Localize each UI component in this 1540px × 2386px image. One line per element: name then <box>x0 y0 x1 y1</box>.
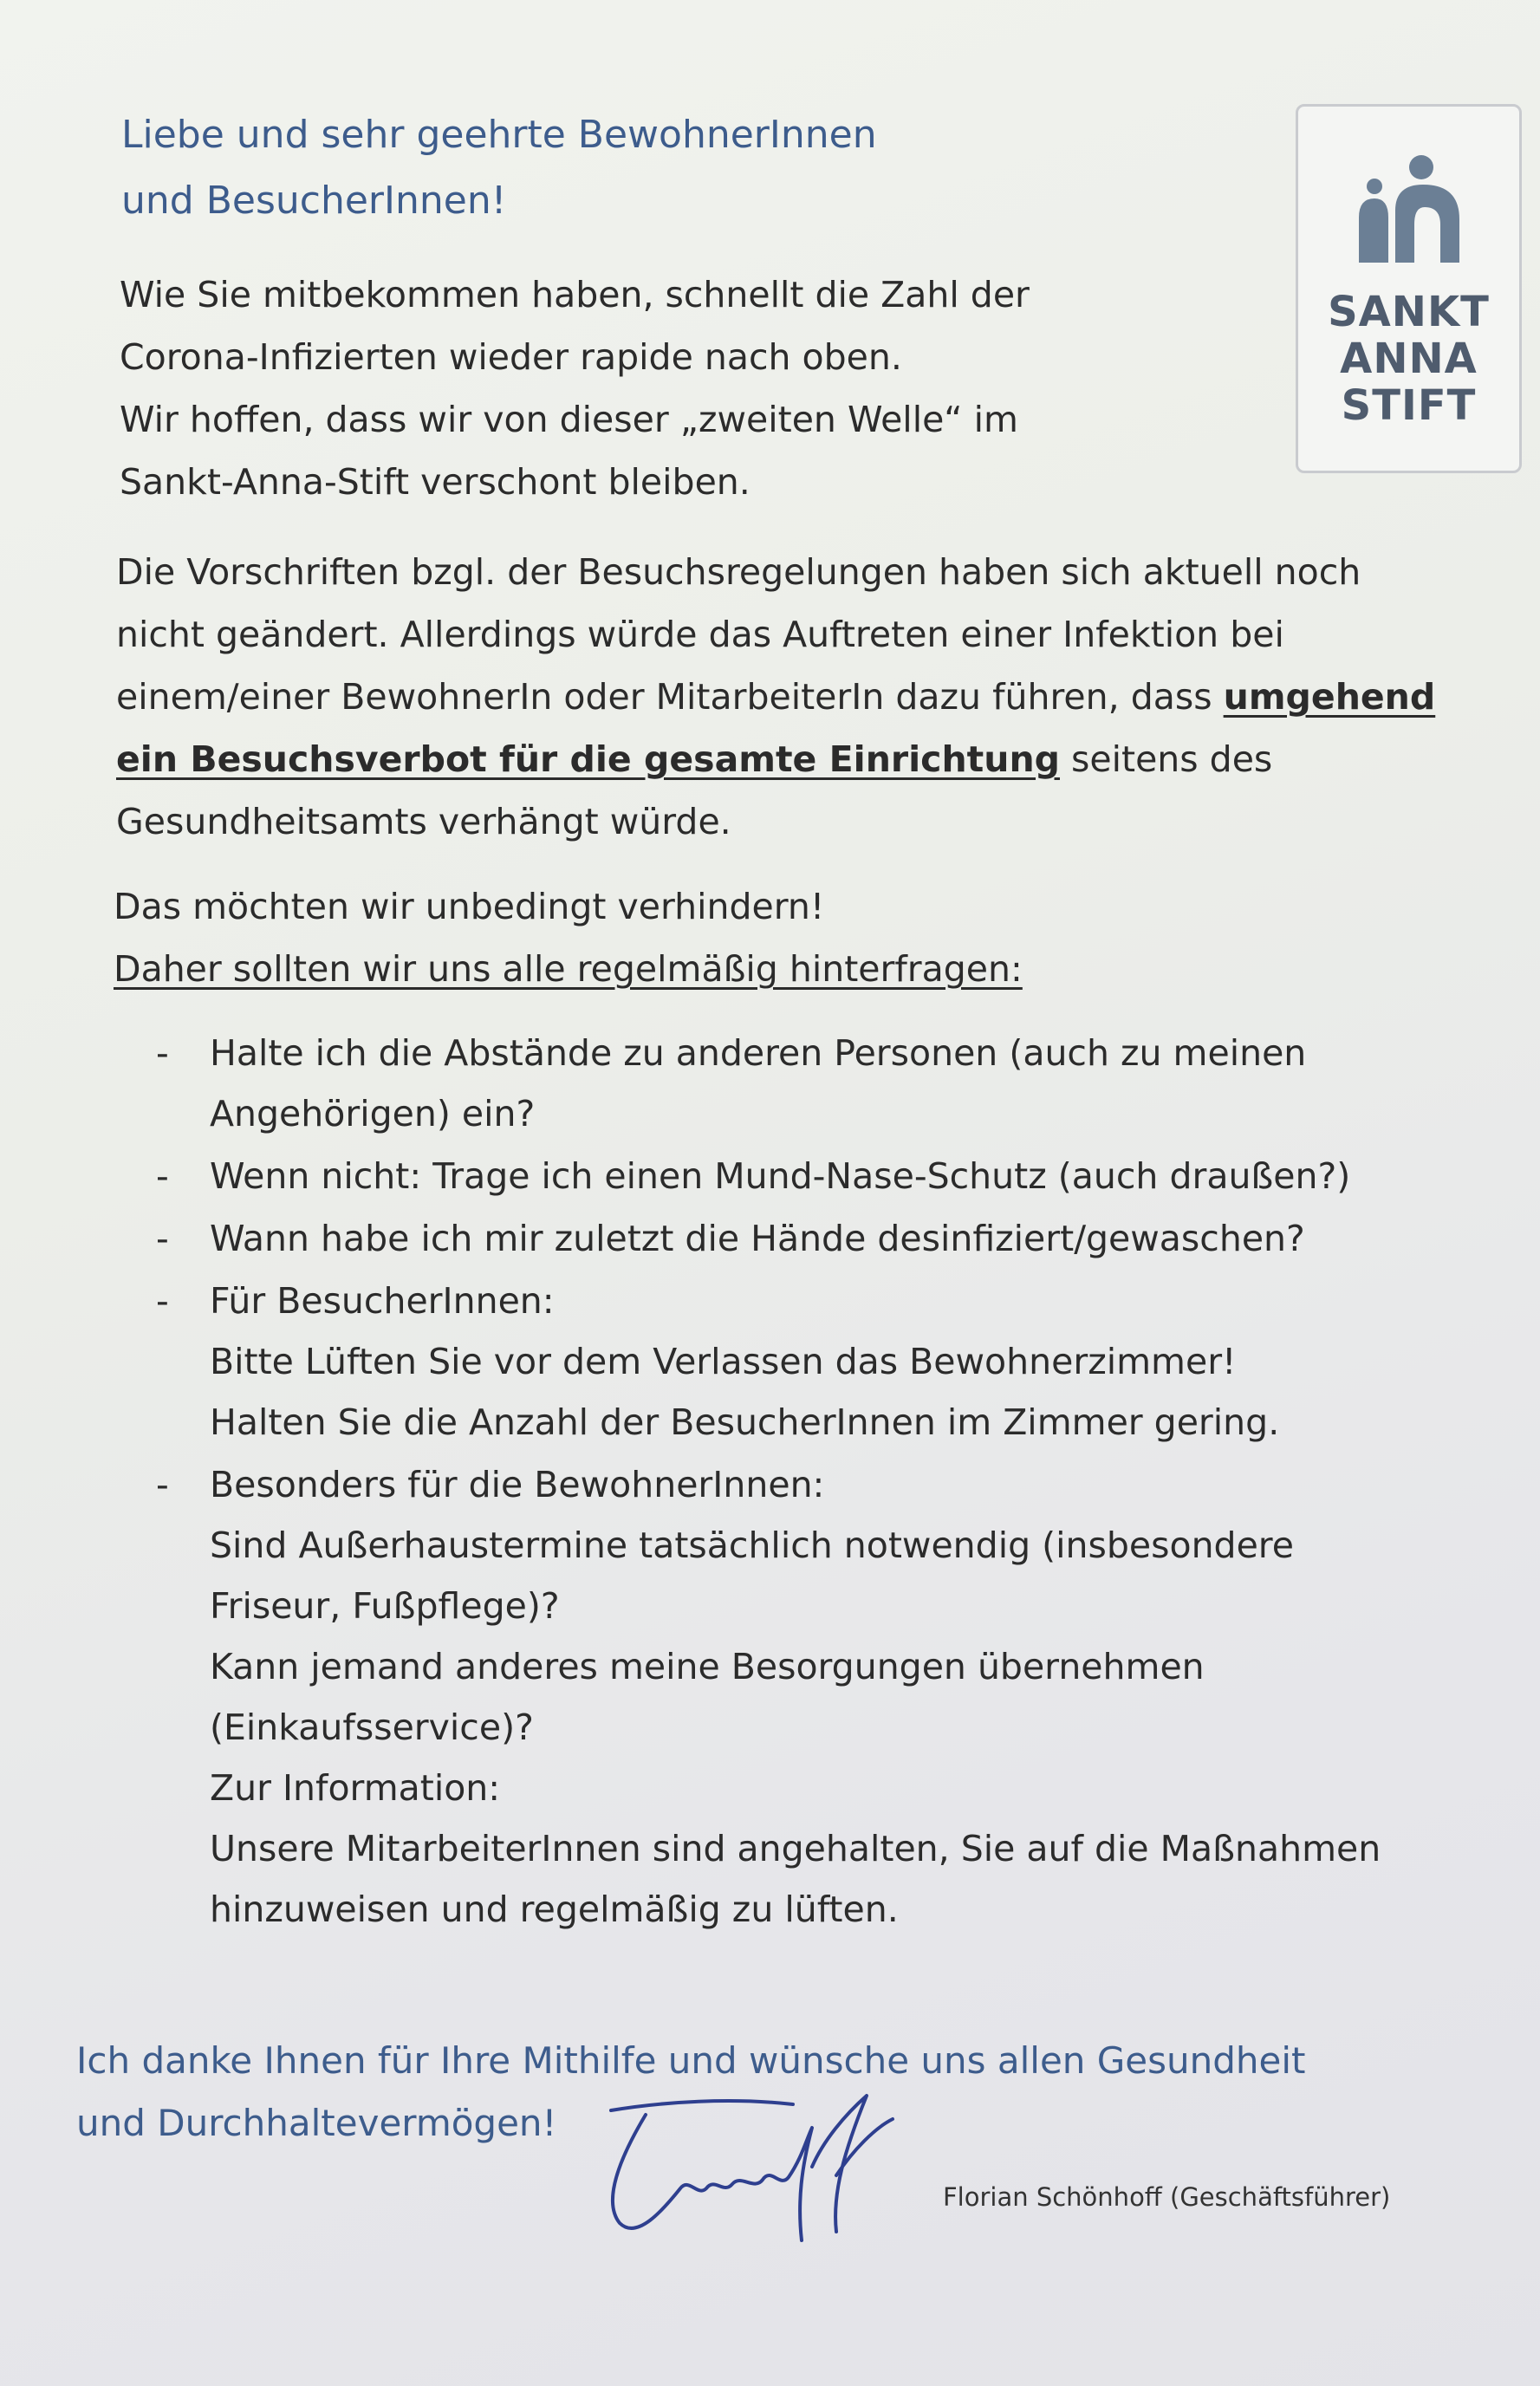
question-list <box>156 1023 1404 1941</box>
logo-line-1: SANKT <box>1328 288 1490 336</box>
list-item <box>156 1023 1404 1144</box>
list-item-text: Halte ich die Abstände zu anderen Personen (auch zu meinen Angehörigen) ein? <box>210 1032 1307 1134</box>
paragraph-regulations <box>116 541 1451 853</box>
residents-line-3: Zur Information: <box>210 1767 501 1809</box>
salutation-heading <box>121 102 1196 234</box>
salutation-line-2: und BesucherInnen! <box>121 179 507 223</box>
intro-line-1: Wie Sie mitbekommen haben, schnellt die Zahl der <box>120 274 1030 315</box>
list-bullet: - <box>156 1218 169 1259</box>
residents-heading: Besonders für die BewohnerInnen: <box>210 1464 825 1505</box>
appeal-line-1: Das möchten wir unbedingt verhindern! <box>114 886 825 927</box>
list-item-text: Wann habe ich mir zuletzt die Hände desinfiziert/gewaschen? <box>210 1218 1305 1259</box>
visit-ban-emphasis: umgehend ein Besuchsverbot für die gesamte Einrichtung <box>116 676 1436 780</box>
residents-line-2: Kann jemand anderes meine Besorgungen übernehmen (Einkaufsservice)? <box>210 1646 1205 1748</box>
signer-name: Florian Schönhoff (Geschäftsführer) <box>943 2182 1391 2212</box>
intro-line-2: Corona-Infizierten wieder rapide nach oben. <box>120 336 902 378</box>
regulations-text-after: seitens des Gesundheitsamts verhängt würde. <box>116 738 1273 842</box>
closing-line-1: Ich danke Ihnen für Ihre Mithilfe und wünsche uns allen Gesundheit <box>76 2039 1306 2082</box>
intro-line-4: Sankt-Anna-Stift verschont bleiben. <box>120 461 751 503</box>
logo-wordmark <box>1298 289 1519 429</box>
residents-line-4: Unsere MitarbeiterInnen sind angehalten, Sie auf die Maßnahmen hinzuweisen und regelmäßig zu lüften. <box>210 1828 1381 1930</box>
regulations-text-before: Die Vorschriften bzgl. der Besuchsregelungen haben sich aktuell noch nicht geändert. Allerdings würde das Auftreten einer Infektion bei einem/einer BewohnerIn oder MitarbeiterIn dazu führen, dass <box>116 551 1361 718</box>
list-bullet: - <box>156 1280 169 1322</box>
appeal-line-2: Daher sollten wir uns alle regelmäßig hinterfragen: <box>114 948 1023 990</box>
visitors-line-2: Halten Sie die Anzahl der BesucherInnen im Zimmer gering. <box>210 1401 1280 1443</box>
visitors-heading: Für BesucherInnen: <box>210 1280 555 1322</box>
list-bullet: - <box>156 1155 169 1197</box>
paragraph-intro <box>120 263 1203 513</box>
list-bullet: - <box>156 1464 169 1505</box>
closing-line-2: und Durchhaltevermögen! <box>76 2102 557 2144</box>
paragraph-appeal <box>114 875 1413 1000</box>
list-item <box>156 1208 1404 1269</box>
list-item <box>156 1454 1404 1940</box>
residents-line-1: Sind Außerhaustermine tatsächlich notwendig (insbesondere Friseur, Fußpflege)? <box>210 1525 1294 1627</box>
list-item <box>156 1146 1404 1206</box>
list-bullet: - <box>156 1032 169 1074</box>
list-item <box>156 1271 1404 1453</box>
logo-line-3: STIFT <box>1341 381 1477 430</box>
logo-line-2: ANNA <box>1340 335 1478 383</box>
intro-line-3: Wir hoffen, dass wir von dieser „zweiten Welle“ im <box>120 399 1018 440</box>
people-logo-icon <box>1350 150 1467 267</box>
sankt-anna-stift-logo <box>1296 104 1522 473</box>
salutation-line-1: Liebe und sehr geehrte BewohnerInnen <box>121 113 877 157</box>
list-item-text: Wenn nicht: Trage ich einen Mund-Nase-Schutz (auch draußen?) <box>210 1155 1351 1197</box>
visitors-line-1: Bitte Lüften Sie vor dem Verlassen das Bewohnerzimmer! <box>210 1341 1237 1382</box>
handwritten-signature <box>585 2080 949 2253</box>
